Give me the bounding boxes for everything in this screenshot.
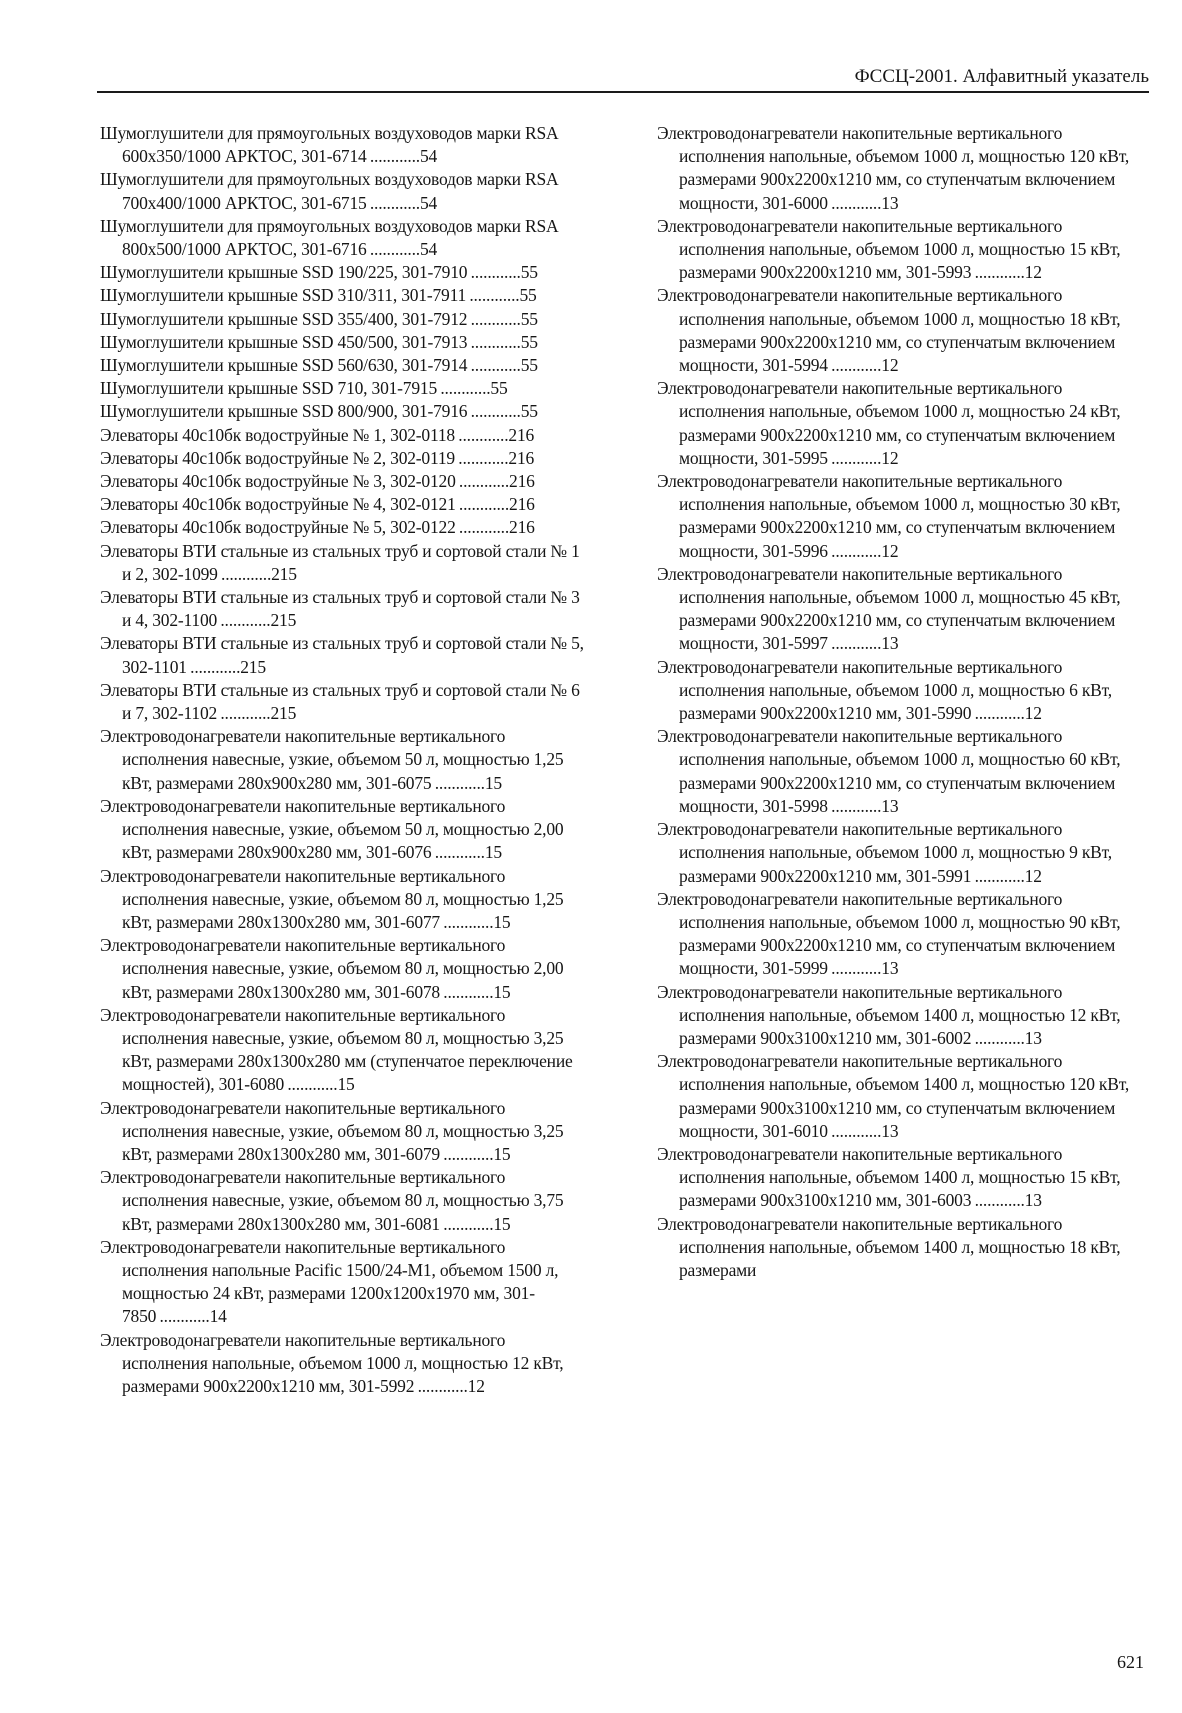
dot-leader: ............	[971, 262, 1025, 283]
entry-text: Электроводонагреватели накопительные вертикального исполнения напольные, объемом 1400 л, мощностью 18 кВт, размерами	[657, 1213, 1121, 1280]
dot-leader: ............	[439, 1143, 494, 1164]
dot-leader: ............	[366, 239, 420, 260]
entry-page: 216	[508, 447, 535, 468]
entry-page: 55	[520, 331, 538, 352]
entry-text: Электроводонагреватели накопительные вертикального исполнения напольные, объемом 1000 л, мощностью 15 кВт, размерами 900x2200x1210 мм, 301-5993	[657, 215, 1121, 283]
entry-text: Электроводонагреватели накопительные вертикального исполнения напольные, объемом 1400 л, мощностью 12 кВт, размерами 900x3100x1210 мм, 301-6002	[657, 981, 1121, 1048]
entry-page: 15	[493, 911, 511, 932]
header-title: ФССЦ-2001. Алфавитный указатель	[854, 66, 1149, 87]
index-entry	[100, 331, 587, 354]
entry-text: Электроводонагреватели накопительные вертикального исполнения напольные, объемом 1000 л, мощностью 45 кВт, размерами 900x2200x1210 мм, со ступенчатым включением мощности, 301-5997	[657, 563, 1121, 654]
entry-page: 215	[240, 656, 266, 677]
entry-page: 216	[509, 517, 535, 538]
index-entry	[100, 308, 587, 331]
entry-text: Электроводонагреватели накопительные вертикального исполнения напольные Pacific 1500/24-M1, объемом 1500 л, мощностью 24 кВт, размерами 1200x1200x1970 мм, 301-7850	[100, 1236, 559, 1327]
entry-page: 55	[520, 401, 538, 422]
entry-page: 55	[520, 262, 538, 283]
entry-page: 15	[493, 981, 511, 1002]
index-entry	[657, 1213, 1143, 1283]
entry-text: Элеваторы 40с10бк водоструйные № 4, 302-0121	[100, 494, 456, 515]
dot-leader: ............	[284, 1074, 338, 1095]
entry-page: 13	[881, 958, 899, 979]
entry-page: 55	[520, 355, 538, 376]
index-entry	[100, 865, 587, 935]
dot-leader: ............	[827, 192, 882, 213]
entry-text: Электроводонагреватели накопительные вертикального исполнения напольные, объемом 1000 л, мощностью 30 кВт, размерами 900x2200x1210 мм, со ступенчатым включением мощности, 301-5996	[657, 471, 1121, 561]
entry-text: Электроводонагреватели накопительные вертикального исполнения напольные, объемом 1000 л, мощностью 120 кВт, размерами 900x2200x1210 мм, со ступенчатым включением мощности, 301-6000	[657, 123, 1130, 213]
dot-leader: ............	[827, 447, 882, 468]
index-entry	[100, 1004, 587, 1097]
entry-page: 55	[520, 308, 538, 329]
index-column-right	[657, 122, 1143, 1282]
entry-page: 12	[1024, 865, 1042, 886]
entry-page: 216	[509, 471, 535, 492]
index-column-left	[100, 122, 587, 1398]
dot-leader: ............	[827, 795, 882, 816]
index-entry	[100, 632, 587, 678]
entry-page: 13	[1024, 1027, 1042, 1048]
entry-text: Шумоглушители крышные SSD 450/500, 301-7913	[100, 331, 468, 352]
dot-leader: ............	[971, 1027, 1025, 1048]
entry-page: 13	[881, 795, 899, 816]
entry-page: 15	[493, 1213, 511, 1234]
index-entry	[657, 377, 1143, 470]
index-entry	[100, 215, 587, 261]
entry-page: 54	[419, 146, 438, 167]
entry-text: Электроводонагреватели накопительные вертикального исполнения навесные, узкие, объемом 80 л, мощностью 3,25 кВт, размерами 280x1300x280 мм, 301-6079	[100, 1097, 564, 1164]
index-entry	[100, 493, 587, 516]
entry-page: 13	[1024, 1190, 1042, 1211]
dot-leader: ............	[439, 911, 494, 932]
entry-text: Элеваторы 40с10бк водоструйные № 3, 302-0120	[100, 471, 456, 492]
entry-text: Электроводонагреватели накопительные вертикального исполнения напольные, объемом 1000 л, мощностью 24 кВт, размерами 900x2200x1210 мм, со ступенчатым включением мощности, 301-5995	[657, 378, 1121, 468]
dot-leader: ............	[455, 517, 510, 538]
entry-text: Шумоглушители крышные SSD 710, 301-7915	[100, 378, 438, 399]
entry-page: 15	[484, 842, 502, 863]
entry-text: Элеваторы ВТИ стальные из стальных труб и сортовой стали № 1 и 2, 302-1099	[100, 540, 580, 584]
dot-leader: ............	[466, 285, 520, 306]
dot-leader: ............	[827, 1120, 882, 1141]
entry-page: 12	[881, 540, 899, 561]
entry-text: Электроводонагреватели накопительные вертикального исполнения напольные, объемом 1000 л, мощностью 18 кВт, размерами 900x2200x1210 мм, со ступенчатым включением мощности, 301-5994	[657, 285, 1121, 376]
index-entry	[100, 1166, 587, 1236]
index-entry	[100, 354, 587, 377]
entry-page: 13	[881, 192, 899, 213]
index-entry	[657, 122, 1143, 215]
entry-page: 12	[881, 355, 899, 376]
dot-leader: ............	[414, 1375, 468, 1396]
entry-text: Элеваторы ВТИ стальные из стальных труб и сортовой стали № 5, 302-1101	[100, 633, 584, 677]
dot-leader: ............	[467, 401, 521, 422]
dot-leader: ............	[827, 633, 882, 654]
index-entry	[100, 795, 587, 865]
dot-leader: ............	[467, 331, 521, 352]
entry-text: Шумоглушители крышные SSD 190/225, 301-7910	[100, 262, 468, 283]
entry-page: 215	[270, 610, 297, 631]
entry-page: 12	[1024, 262, 1042, 283]
dot-leader: ............	[439, 1213, 494, 1234]
index-entry	[100, 679, 587, 725]
index-entry	[100, 377, 587, 400]
index-entry	[657, 725, 1143, 818]
dot-leader: ............	[366, 192, 420, 213]
entry-page: 54	[419, 239, 438, 260]
entry-page: 13	[881, 633, 899, 654]
entry-text: Электроводонагреватели накопительные вертикального исполнения навесные, узкие, объемом 80 л, мощностью 1,25 кВт, размерами 280x1300x280 мм, 301-6077	[100, 865, 564, 932]
dot-leader: ............	[431, 842, 485, 863]
entry-text: Электроводонагреватели накопительные вертикального исполнения напольные, объемом 1000 л, мощностью 6 кВт, размерами 900x2200x1210 мм, 301-5990	[657, 656, 1112, 724]
dot-leader: ............	[186, 656, 241, 677]
index-entry	[100, 122, 587, 168]
dot-leader: ............	[454, 447, 509, 468]
dot-leader: ............	[467, 262, 521, 283]
entry-text: Электроводонагреватели накопительные вертикального исполнения напольные, объемом 1000 л, мощностью 12 кВт, размерами 900x2200x1210 мм, 301-5992	[100, 1329, 564, 1396]
entry-page: 15	[484, 772, 502, 793]
entry-page: 55	[519, 285, 537, 306]
dot-leader: ............	[827, 958, 882, 979]
entry-text: Шумоглушители крышные SSD 310/311, 301-7911	[100, 285, 467, 306]
entry-text: Шумоглушители для прямоугольных воздуховодов марки RSA 700x400/1000 АРКТОС, 301-6715	[100, 169, 558, 213]
entry-page: 12	[1024, 703, 1042, 724]
entry-page: 216	[509, 494, 535, 515]
index-entry	[100, 284, 587, 307]
index-entry	[100, 540, 587, 586]
entry-text: Электроводонагреватели накопительные вертикального исполнения навесные, узкие, объемом 50 л, мощностью 1,25 кВт, размерами 280x900x280 мм, 301-6075	[100, 726, 564, 793]
entry-page: 215	[270, 703, 297, 724]
index-entry	[100, 586, 587, 632]
dot-leader: ............	[156, 1306, 210, 1327]
entry-text: Элеваторы 40с10бк водоструйные № 5, 302-0122	[100, 517, 456, 538]
entry-text: Электроводонагреватели накопительные вертикального исполнения навесные, узкие, объемом 80 л, мощностью 3,25 кВт, размерами 280x1300x280 мм (ступенчатое переключение мощностей), 301-6080	[100, 1004, 573, 1095]
dot-leader: ............	[971, 865, 1025, 886]
entry-text: Электроводонагреватели накопительные вертикального исполнения навесные, узкие, объемом 50 л, мощностью 2,00 кВт, размерами 280x900x280 мм, 301-6076	[100, 795, 564, 863]
entry-text: Элеваторы 40с10бк водоструйные № 1, 302-0118	[100, 424, 455, 445]
index-entry	[100, 934, 587, 1004]
entry-page: 12	[467, 1375, 485, 1396]
dot-leader: ............	[827, 355, 882, 376]
index-entry	[657, 818, 1143, 888]
entry-text: Электроводонагреватели накопительные вертикального исполнения навесные, узкие, объемом 80 л, мощностью 3,75 кВт, размерами 280x1300x280 мм, 301-6081	[100, 1167, 564, 1234]
dot-leader: ............	[431, 772, 485, 793]
page-number: 621	[1117, 1652, 1144, 1672]
entry-page: 15	[337, 1074, 355, 1095]
index-entry	[100, 516, 587, 539]
index-entry	[100, 1236, 587, 1329]
dot-leader: ............	[467, 308, 521, 329]
dot-leader: ............	[455, 494, 510, 515]
index-entry	[657, 470, 1143, 563]
index-entry	[100, 261, 587, 284]
entry-text: Электроводонагреватели накопительные вертикального исполнения навесные, узкие, объемом 80 л, мощностью 2,00 кВт, размерами 280x1300x280 мм, 301-6078	[100, 935, 564, 1002]
entry-text: Шумоглушители для прямоугольных воздуховодов марки RSA 800x500/1000 АРКТОС, 301-6716	[100, 215, 558, 260]
entry-text: Электроводонагреватели накопительные вертикального исполнения напольные, объемом 1000 л, мощностью 60 кВт, размерами 900x2200x1210 мм, со ступенчатым включением мощности, 301-5998	[657, 726, 1121, 816]
entry-page: 15	[493, 1143, 511, 1164]
index-entry	[657, 888, 1143, 981]
dot-leader: ............	[454, 424, 509, 445]
running-header	[97, 64, 1149, 93]
dot-leader: ............	[467, 355, 521, 376]
index-entry	[100, 1097, 587, 1167]
entry-text: Элеваторы ВТИ стальные из стальных труб и сортовой стали № 6 и 7, 302-1102	[100, 679, 580, 724]
index-entry	[100, 400, 587, 423]
entry-page: 54	[419, 192, 438, 213]
index-entry	[657, 1050, 1143, 1143]
dot-leader: ............	[971, 1190, 1025, 1211]
index-entry	[100, 470, 587, 493]
dot-leader: ............	[437, 378, 491, 399]
dot-leader: ............	[217, 610, 271, 631]
entry-page: 13	[881, 1120, 899, 1141]
entry-text: Элеваторы ВТИ стальные из стальных труб и сортовой стали № 3 и 4, 302-1100	[100, 587, 580, 631]
index-entry	[657, 284, 1143, 377]
entry-text: Электроводонагреватели накопительные вертикального исполнения напольные, объемом 1400 л, мощностью 120 кВт, размерами 900x3100x1210 мм, со ступенчатым включением мощности, 301-6010	[657, 1051, 1130, 1141]
index-entry	[100, 1329, 587, 1399]
dot-leader: ............	[366, 146, 420, 167]
index-entry	[100, 168, 587, 214]
entry-text: Шумоглушители для прямоугольных воздуховодов марки RSA 600x350/1000 АРКТОС, 301-6714	[100, 123, 558, 167]
index-entry	[657, 1143, 1143, 1213]
dot-leader: ............	[217, 563, 272, 584]
entry-text: Элеваторы 40с10бк водоструйные № 2, 302-0119	[100, 447, 455, 468]
dot-leader: ............	[217, 703, 271, 724]
index-entry	[657, 563, 1143, 656]
index-entry	[100, 424, 587, 447]
entry-text: Электроводонагреватели накопительные вертикального исполнения напольные, объемом 1000 л, мощностью 9 кВт, размерами 900x2200x1210 мм, 301-5991	[657, 819, 1112, 886]
entry-text: Шумоглушители крышные SSD 800/900, 301-7916	[100, 401, 468, 422]
dot-leader: ............	[455, 471, 510, 492]
entry-text: Шумоглушители крышные SSD 355/400, 301-7912	[100, 308, 468, 329]
entry-page: 12	[881, 447, 899, 468]
entry-text: Электроводонагреватели накопительные вертикального исполнения напольные, объемом 1400 л, мощностью 15 кВт, размерами 900x3100x1210 мм, 301-6003	[657, 1143, 1121, 1211]
entry-page: 55	[490, 378, 508, 399]
entry-text: Электроводонагреватели накопительные вертикального исполнения напольные, объемом 1000 л, мощностью 90 кВт, размерами 900x2200x1210 мм, со ступенчатым включением мощности, 301-5999	[657, 888, 1121, 979]
index-entry	[657, 656, 1143, 726]
entry-page: 14	[209, 1306, 227, 1327]
entry-page: 215	[271, 563, 297, 584]
entry-text: Шумоглушители крышные SSD 560/630, 301-7914	[100, 355, 468, 376]
dot-leader: ............	[827, 540, 882, 561]
index-entry	[657, 981, 1143, 1051]
index-entry	[657, 215, 1143, 285]
entry-page: 216	[508, 424, 535, 445]
dot-leader: ............	[439, 981, 494, 1002]
dot-leader: ............	[971, 703, 1025, 724]
index-entry	[100, 725, 587, 795]
index-entry	[100, 447, 587, 470]
